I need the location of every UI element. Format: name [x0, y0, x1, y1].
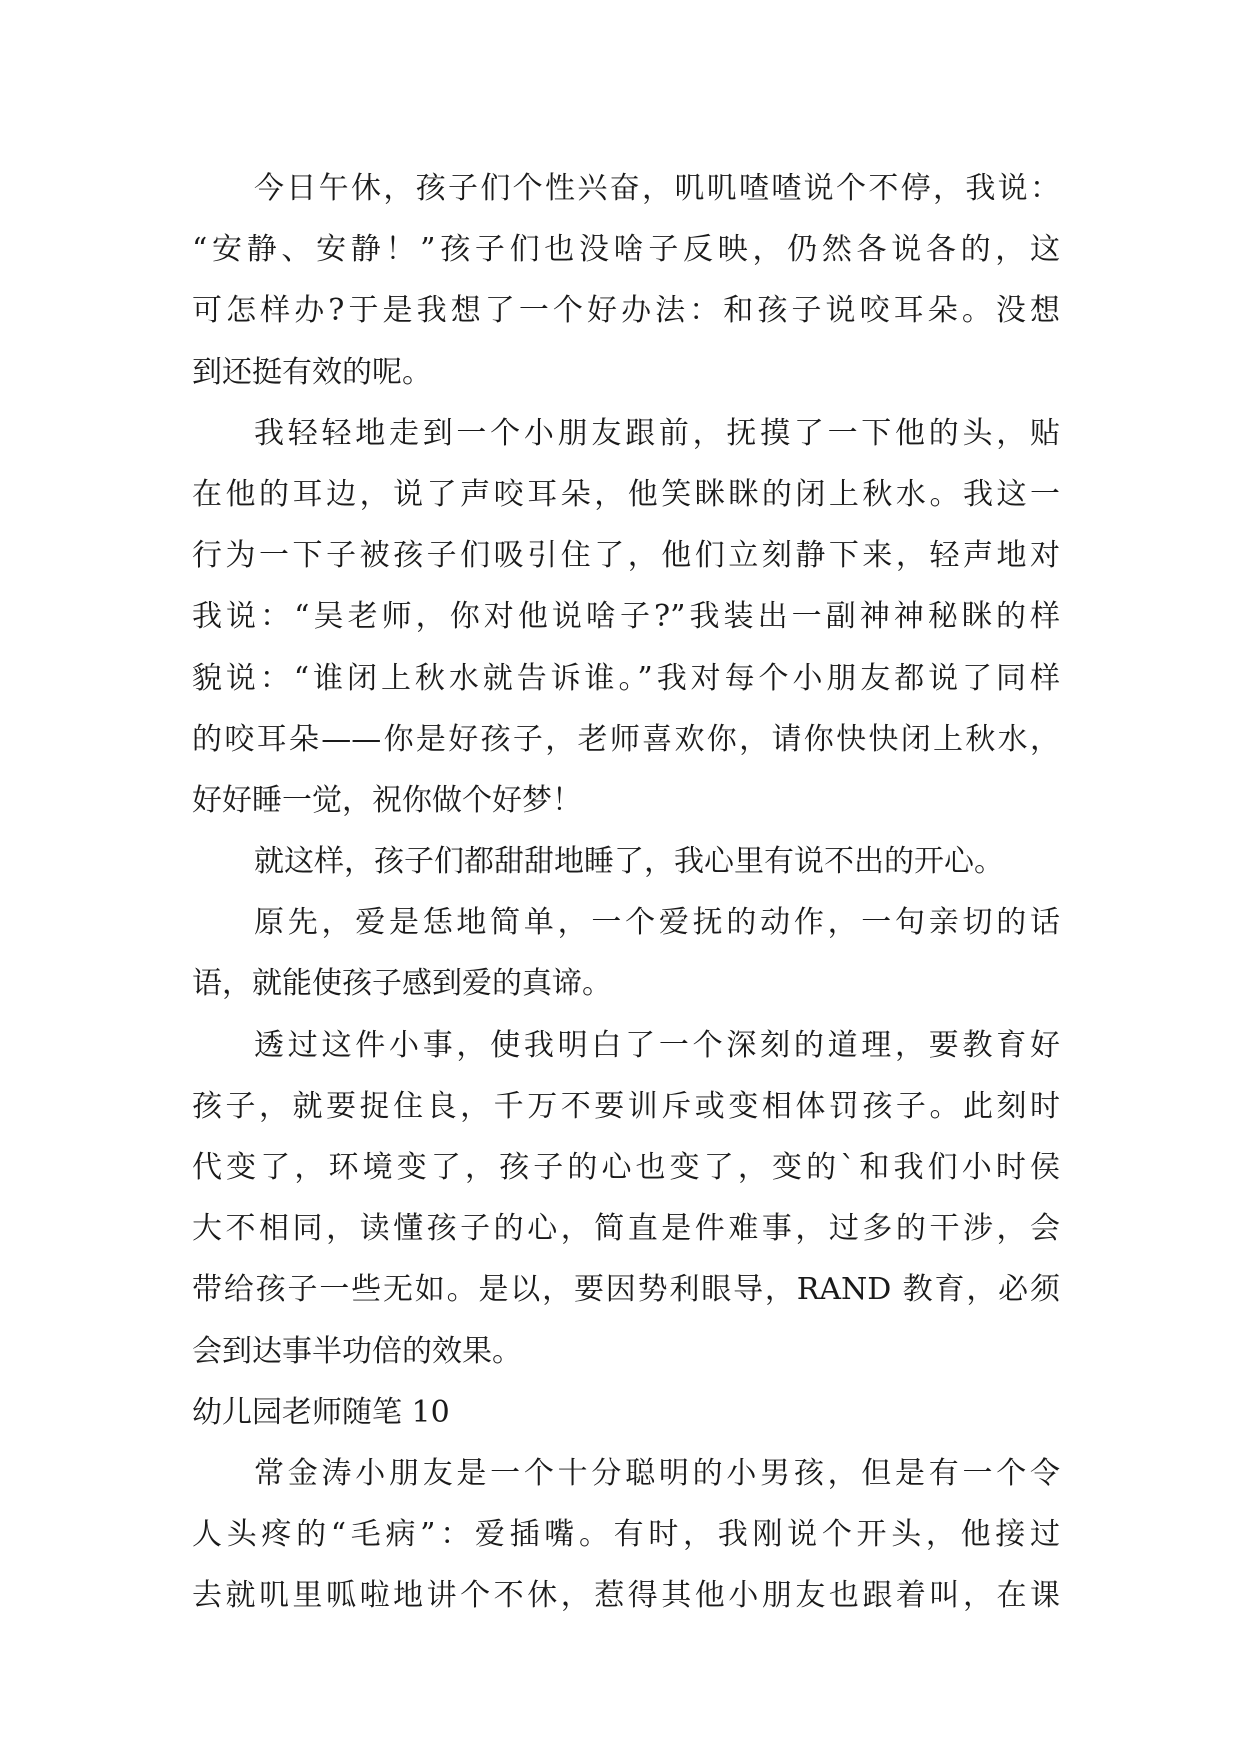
paragraph-line: 行为一下子被孩子们吸引住了，他们立刻静下来，轻声地对	[192, 538, 1060, 574]
paragraph-line: 孩子，就要捉住良，千万不要训斥或变相体罚孩子。此刻时	[192, 1088, 1060, 1124]
document-body	[192, 158, 1060, 1627]
paragraph-line: 就这样，孩子们都甜甜地睡了，我心里有说不出的开心。	[254, 844, 1004, 880]
paragraph-line: 去就叽里呱啦地讲个不休，惹得其他小朋友也跟着叫，在课	[192, 1578, 1060, 1614]
paragraph-line: 在他的耳边，说了声咬耳朵，他笑眯眯的闭上秋水。我这一	[192, 476, 1060, 512]
paragraph-line: 好好睡一觉，祝你做个好梦！	[192, 782, 582, 818]
paragraph-line: 常金涛小朋友是一个十分聪明的小男孩，但是有一个令	[254, 1455, 1060, 1491]
paragraph-line: 我轻轻地走到一个小朋友跟前，抚摸了一下他的头，贴	[254, 415, 1060, 451]
paragraph-line: 人头疼的“毛病”：爱插嘴。有时，我刚说个开头，他接过	[192, 1517, 1060, 1553]
paragraph-line: 可怎样办?于是我想了一个好办法：和孩子说咬耳朵。没想	[192, 293, 1060, 329]
paragraph-line: 到还挺有效的呢。	[192, 354, 432, 390]
section-heading: 幼儿园老师随笔 10	[192, 1394, 450, 1430]
paragraph-line: 貌说：“谁闭上秋水就告诉谁。”我对每个小朋友都说了同样	[192, 660, 1060, 696]
paragraph-line: 代变了，环境变了，孩子的心也变了，变的`和我们小时侯	[192, 1150, 1060, 1185]
paragraph-line: 的咬耳朵——你是好孩子，老师喜欢你，请你快快闭上秋水，	[192, 721, 1060, 757]
paragraph-line: 原先，爱是恁地简单，一个爱抚的动作，一句亲切的话	[254, 905, 1060, 941]
paragraph-line: 会到达事半功倍的效果。	[192, 1333, 522, 1369]
paragraph-line: 我说：“吴老师，你对他说啥子?”我装出一副神神秘眯的样	[192, 599, 1060, 635]
paragraph-line: 透过这件小事，使我明白了一个深刻的道理，要教育好	[254, 1027, 1060, 1063]
paragraph-line: 带给孩子一些无如。是以，要因势利眼导，RAND 教育，必须	[192, 1272, 1060, 1308]
paragraph-line: 大不相同，读懂孩子的心，简直是件难事，过多的干涉，会	[192, 1211, 1060, 1247]
paragraph-line: 今日午休，孩子们个性兴奋，叽叽喳喳说个不停，我说：	[254, 171, 1060, 206]
paragraph-line: 语，就能使孩子感到爱的真谛。	[192, 966, 612, 1002]
paragraph-line: “安静、安静！”孩子们也没啥子反映，仍然各说各的，这	[192, 232, 1060, 268]
